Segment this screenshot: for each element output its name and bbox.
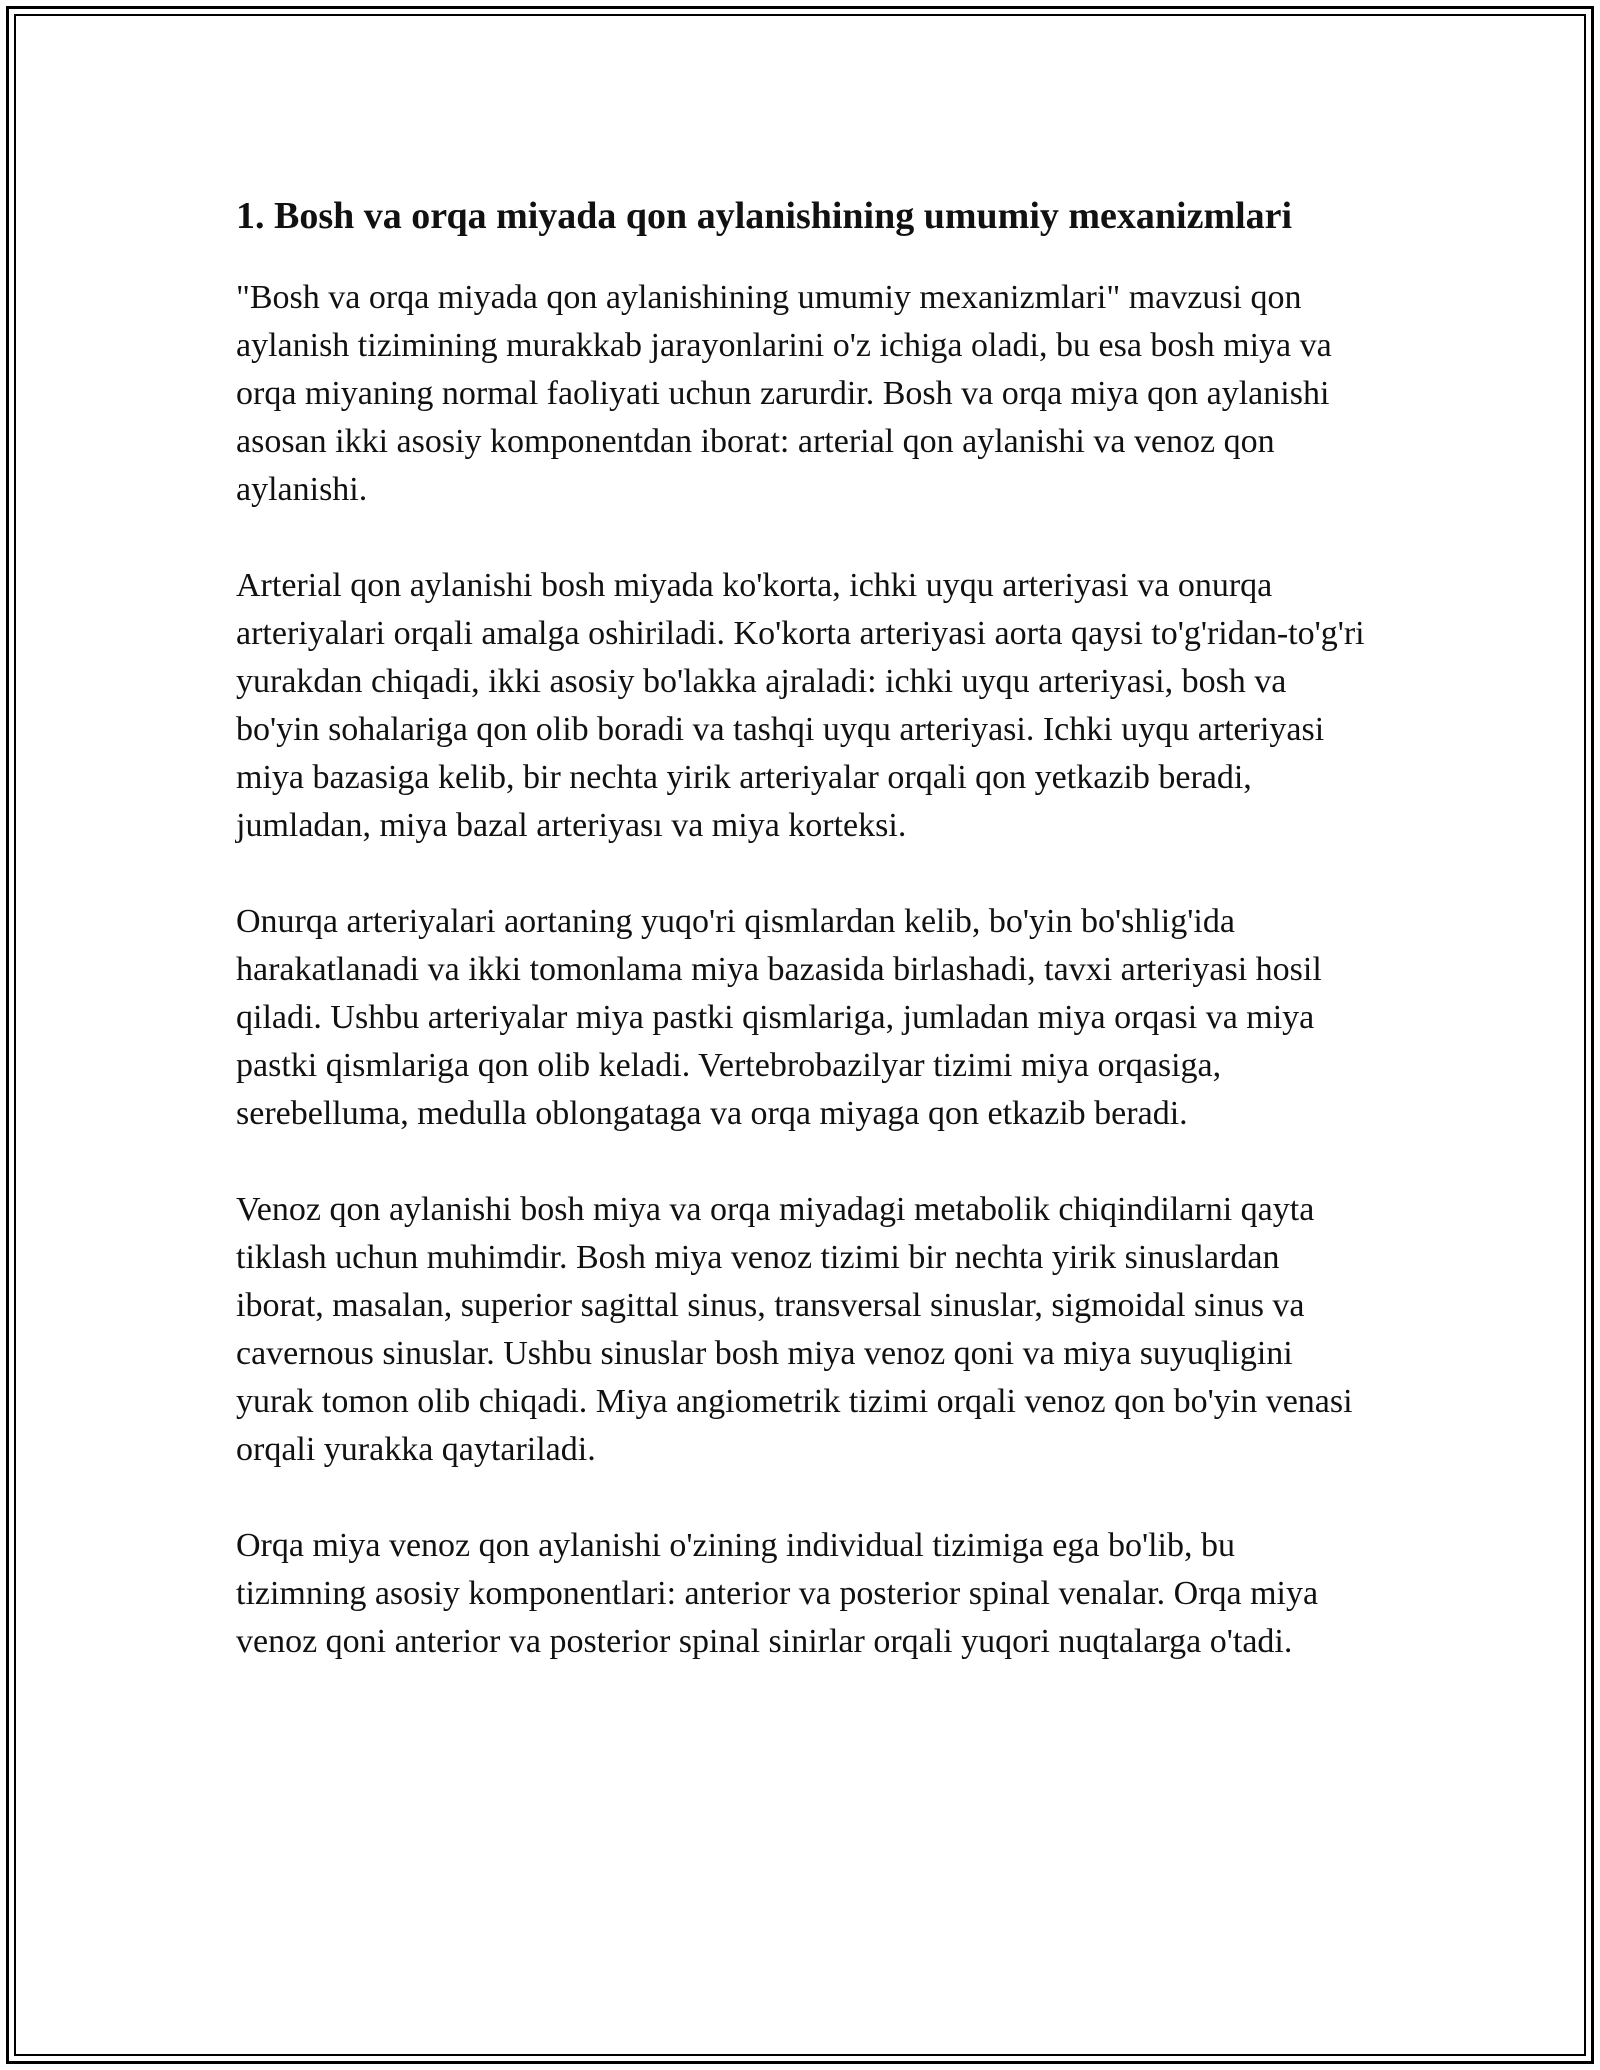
paragraph-venous-brain: Venoz qon aylanishi bosh miya va orqa miyadagi metabolik chiqindilarni qayta tiklash uchun muhimdir. Bosh miya venoz tizimi bir nechta yirik sinuslardan iborat, masalan, superior sagittal sinus, transversal sinuslar, sigmoidal sinus va cavernous sinuslar. Ushbu sinuslar bosh miya venoz qoni va miya suyuqligini yurak tomon olib chiqadi. Miya angiometrik tizimi orqali venoz qon bo'yin venasi orqali yurakka qaytariladi.	[236, 1191, 1353, 1468]
paragraph-arterial: Arterial qon aylanishi bosh miyada ko'korta, ichki uyqu arteriyasi va onurqa arteriyalari orqali amalga oshiriladi. Ko'korta arteriyasi aorta qaysi to'g'ridan-to'g'ri yurakdan chiqadi, ikki asosiy bo'lakka ajraladi: ichki uyqu arteriyasi, bosh va bo'yin sohalariga qon olib boradi va tashqi uyqu arteriyasi. Ichki uyqu arteriyasi miya bazasiga kelib, bir nechta yirik arteriyalar orqali qon yetkazib beradi, jumladan, miya bazal arteriyası va miya korteksi.	[236, 567, 1365, 844]
document-body	[236, 188, 1366, 1714]
paragraph-intro: "Bosh va orqa miyada qon aylanishining umumiy mexanizmlari" mavzusi qon aylanish tizimining murakkab jarayonlarini o'z ichiga oladi, bu esa bosh miya va orqa miyaning normal faoliyati uchun zarurdir. Bosh va orqa miya qon aylanishi asosan ikki asosiy komponentdan iborat: arterial qon aylanishi va venoz qon aylanishi.	[236, 279, 1332, 508]
paragraph-vertebral: Onurqa arteriyalari aortaning yuqo'ri qismlardan kelib, bo'yin bo'shlig'ida harakatlanadi va ikki tomonlama miya bazasida birlashadi, tavxi arteriyasi hosil qiladi. Ushbu arteriyalar miya pastki qismlariga, jumladan miya orqasi va miya pastki qismlariga qon olib keladi. Vertebrobazilyar tizimi miya orqasiga, serebelluma, medulla oblongataga va orqa miyaga qon etkazib beradi.	[236, 903, 1322, 1132]
paragraph-venous-spinal: Orqa miya venoz qon aylanishi o'zining individual tizimiga ega bo'lib, bu tizimning asosiy komponentlari: anterior va posterior spinal venalar. Orqa miya venoz qoni anterior va posterior spinal sinirlar orqali yuqori nuqtalarga o'tadi.	[236, 1527, 1319, 1660]
document-title: 1. Bosh va orqa miyada qon aylanishining umumiy mexanizmlari	[236, 195, 1293, 237]
